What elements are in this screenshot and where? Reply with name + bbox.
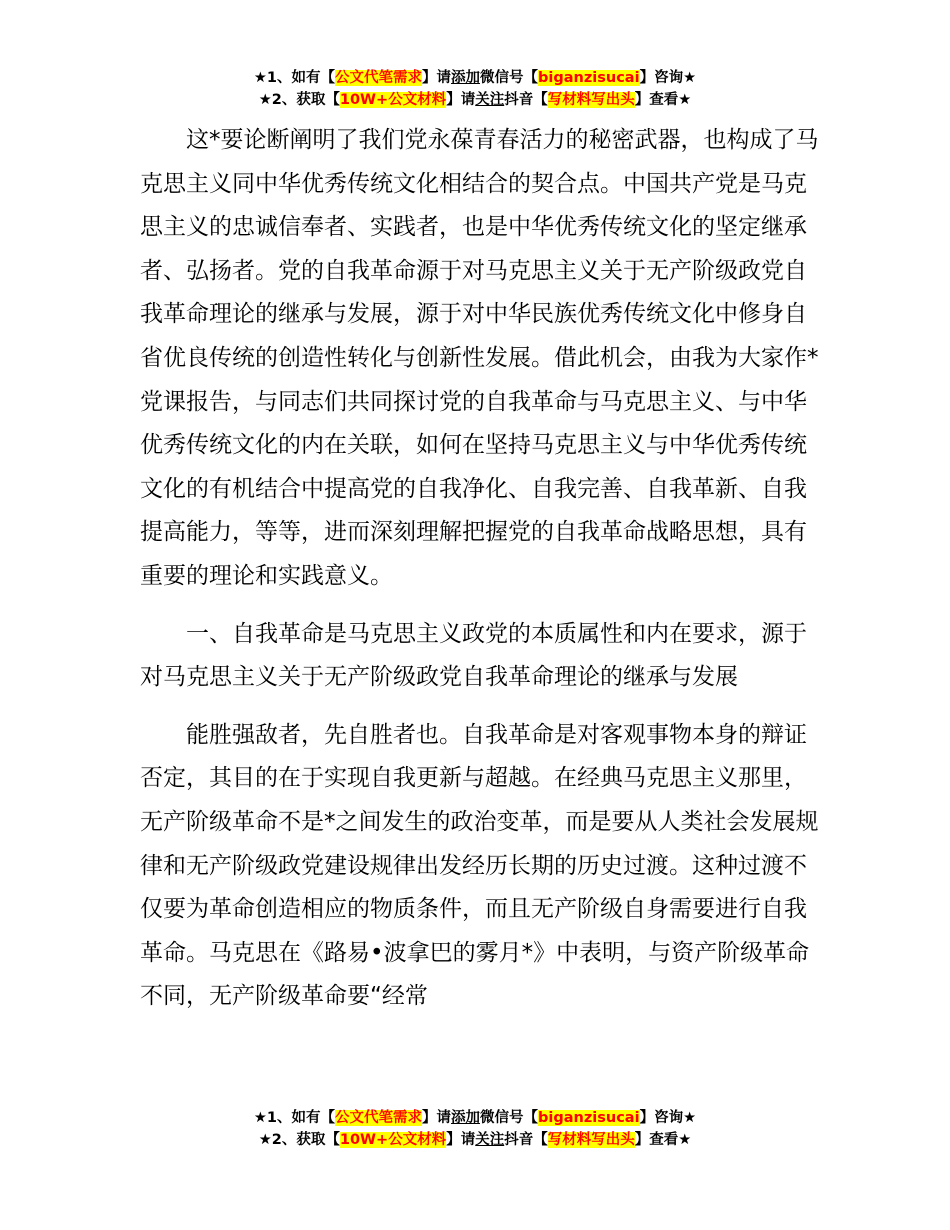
highlight-douyin-account: 写材料写出头 [547, 92, 635, 108]
highlight-douyin-account: 写材料写出头 [547, 1132, 635, 1148]
highlight-service: 公文代笔需求 [335, 70, 423, 86]
paragraph-section-1: 能胜强敌者，先自胜者也。自我革命是对客观事物本身的辩证否定，其目的在于实现自我更新与超越。在经典马克思主义那里，无产阶级革命不是*之间发生的政治变革，而是要从人类社会发展规律和无产阶级政党建设规律出发经历长期的历史过渡。这种过渡不仅要为革命创造相应的物质条件，而且无产阶级自身需要进行自我革命。马克思在《路易•波拿巴的雾月*》中表明，与资产阶级革命不同，无产阶级革命要“经常 [140, 721, 819, 1010]
header-banner [0, 67, 950, 111]
highlight-wechat-id: biganzisucai [538, 70, 640, 86]
highlight-materials: 10W+公文材料 [339, 1132, 447, 1148]
document-body [140, 119, 820, 1019]
highlight-materials: 10W+公文材料 [339, 92, 447, 108]
banner-line-2: ★2、获取【10W+公文材料】请关注抖音【写材料写出头】查看★ [258, 92, 692, 108]
footer-banner [0, 1107, 950, 1151]
paragraph-intro: 这*要论断阐明了我们党永葆青春活力的秘密武器，也构成了马克思主义同中华优秀传统文化相结合的契合点。中国共产党是马克思主义的忠诚信奉者、实践者，也是中华优秀传统文化的坚定继承者、弘扬者。党的自我革命源于对马克思主义关于无产阶级政党自我革命理论的继承与发展，源于对中华民族优秀传统文化中修身自省优良传统的创造性转化与创新性发展。借此机会，由我为大家作*党课报告，与同志们共同探讨党的自我革命与马克思主义、与中华优秀传统文化的内在关联，如何在坚持马克思主义与中华优秀传统文化的有机结合中提高党的自我净化、自我完善、自我革新、自我提高能力，等等，进而深刻理解把握党的自我革命战略思想，具有重要的理论和实践意义。 [140, 127, 819, 589]
banner-line-1: ★1、如有【公文代笔需求】请添加微信号【biganzisucai】咨询★ [253, 1110, 697, 1126]
banner-line-1: ★1、如有【公文代笔需求】请添加微信号【biganzisucai】咨询★ [253, 70, 697, 86]
highlight-service: 公文代笔需求 [335, 1110, 423, 1126]
section-heading-1: 一、自我革命是马克思主义政党的本质属性和内在要求，源于对马克思主义关于无产阶级政党自我革命理论的继承与发展 [140, 620, 807, 691]
highlight-wechat-id: biganzisucai [538, 1110, 640, 1126]
banner-line-2: ★2、获取【10W+公文材料】请关注抖音【写材料写出头】查看★ [258, 1132, 692, 1148]
